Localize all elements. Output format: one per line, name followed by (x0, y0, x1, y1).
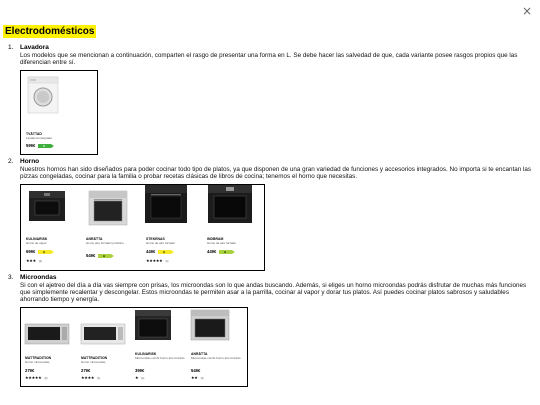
microwave-image (77, 308, 133, 352)
product-name: MATTRADITION (25, 355, 52, 360)
rating-stars: ★★★ (3) (26, 257, 42, 263)
product-price: 599€ (26, 142, 36, 148)
rating-stars: ★★★★★ (1) (146, 257, 169, 263)
item-title: Microondas (20, 273, 57, 281)
microwave-image (133, 308, 189, 352)
rating-stars: ★★ (1) (191, 374, 204, 380)
product-card[interactable] (81, 185, 141, 269)
product-name: STEKENAS (146, 236, 165, 241)
product-name: KULINARISK (135, 351, 157, 356)
oven-image (141, 185, 202, 231)
item-description: Nuestros hornos han sido diseñados para poder cocinar todo tipo de platos, ya que disponen de una gran variedad de funciones y accesorios integrados. No importa si te encantan las pizzas congeladas, cocinar para la familia o probar recetas clásicas de libros de cocina; tenemos el horno que necesitas. (20, 165, 532, 181)
product-description: Horno de aire forzado (207, 240, 237, 245)
product-description: Horno de vapor (26, 240, 47, 245)
rating-stars: ★★★★★ (2) (25, 374, 48, 380)
microwave-image (189, 308, 245, 352)
oven-image (202, 185, 263, 231)
list-item-microondas (8, 274, 536, 387)
product-description: Horno de aire forzado (146, 240, 176, 245)
product-price: 549€ (86, 252, 96, 258)
product-name: INDBRAM (207, 236, 224, 241)
product-price: 449€ (146, 248, 156, 254)
energy-label: A (219, 250, 232, 254)
product-card[interactable] (21, 308, 77, 386)
product-name: MATTRADITION (81, 355, 108, 360)
product-card[interactable] (133, 308, 189, 386)
product-price: 699€ (26, 248, 36, 254)
product-description: Lavadora integrada (26, 135, 52, 140)
product-card[interactable] (202, 185, 263, 269)
energy-label: A (98, 254, 111, 258)
product-description: Horno microondas (81, 359, 106, 364)
product-card[interactable] (21, 185, 81, 269)
oven-image (21, 185, 81, 231)
product-card[interactable] (141, 185, 202, 269)
close-button[interactable] (522, 5, 532, 17)
product-card[interactable] (21, 71, 96, 153)
appliance-list (8, 44, 536, 387)
product-description: Horno aire forzado/ pirolítico (86, 240, 124, 245)
item-number: 3. (8, 273, 14, 281)
product-gallery (20, 184, 265, 271)
oven-image (81, 185, 141, 231)
product-description: Microondas combi horno aire forzado (135, 355, 185, 360)
item-title: Horno (20, 157, 40, 165)
item-number: 1. (8, 44, 14, 51)
energy-label: A (38, 144, 51, 148)
product-name: ANRÄTTA (86, 236, 103, 241)
item-description: Los modelos que se mencionan a continuación, comparten el rasgo de presentar una forma en L. Se debe hacer las salvedad de que, cada variante posee rasgos propios que las diferencian entre sí. (20, 52, 518, 67)
product-description: Horno microondas (25, 359, 50, 364)
page-title: Electrodomésticos (5, 26, 95, 37)
item-number: 2. (8, 157, 14, 165)
close-icon: × (521, 4, 532, 18)
product-price: 549€ (191, 367, 201, 373)
item-title: Lavadora (20, 44, 49, 51)
product-card[interactable] (189, 308, 245, 386)
list-item-horno (8, 158, 536, 271)
product-name: KULINARISK (26, 236, 48, 241)
product-price: 279€ (25, 367, 35, 373)
rating-stars: ★ (1) (135, 374, 145, 380)
microwave-image (21, 308, 77, 352)
product-description: Microondas combi horno aire forzado (191, 355, 241, 360)
product-name: TVÄTTAD (26, 131, 42, 136)
product-price: 399€ (135, 367, 145, 373)
product-price: 449€ (207, 248, 217, 254)
product-name: ANRÄTTA (191, 351, 208, 356)
product-gallery (20, 70, 98, 155)
product-gallery (20, 307, 248, 387)
product-card[interactable] (77, 308, 133, 386)
energy-label: A (38, 250, 51, 254)
washing-machine-image (21, 71, 96, 129)
list-item-lavadora (8, 44, 536, 155)
product-price: 279€ (81, 367, 91, 373)
item-description: Si con el ajetreo del día a día vas siempre con prisas, los microondas son lo que andas buscando. Además, si eliges un horno microondas podrás disfrutar de muchas más funciones que simplemente recalentar y descongelar. Estos microondas te permiten asar a la parrilla, cocinar al vapor y dorar tus platos. Así puedes cocinar platos sabrosos y saludables ahorrando tiempo y energía. (20, 281, 527, 304)
energy-label: A (158, 250, 171, 254)
rating-stars: ★★★★ (1) (81, 374, 100, 380)
